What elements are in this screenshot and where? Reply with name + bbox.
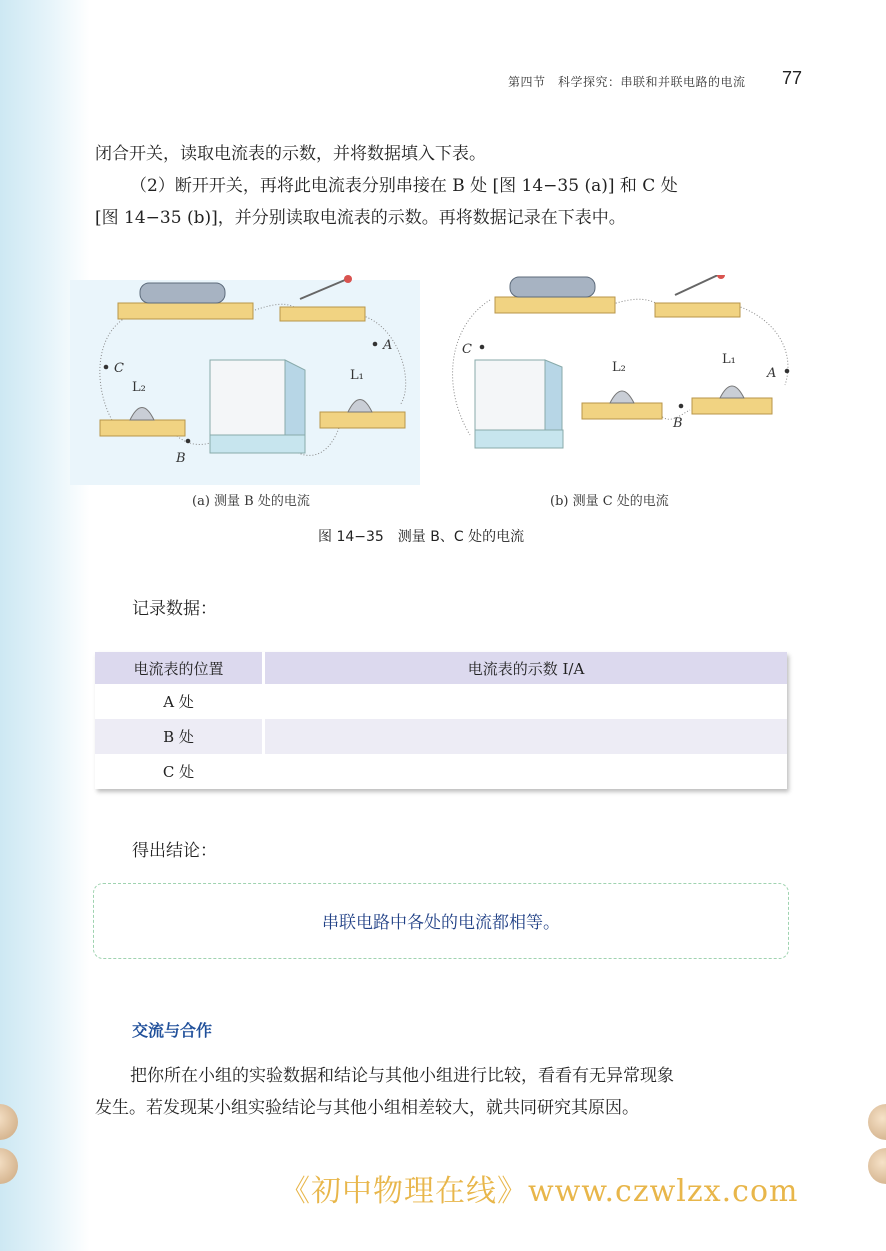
table-row <box>95 719 787 754</box>
label-a-b: A <box>767 366 777 381</box>
ammeter-base-b <box>475 430 563 448</box>
table-cell-value[interactable] <box>264 754 788 789</box>
lamp-bulb-l1-b <box>720 386 744 398</box>
point-b-dot-a <box>186 439 191 444</box>
figure-title: 图 14−35 测量 B、C 处的电流 <box>318 529 525 545</box>
switch-knob-a <box>344 275 352 283</box>
conclusion-label: 得出结论： <box>132 841 217 861</box>
table-cell-position: A 处 <box>95 684 264 719</box>
paragraph-line-3: [图 14−35 (b)]，并分别读取电流表的示数。再将数据记录在下表中。 <box>95 208 626 228</box>
table-header-position: 电流表的位置 <box>95 652 264 684</box>
paragraph-line-2: （2）断开开关，再将此电流表分别串接在 B 处 [图 14−35 (a)] 和 C 处 <box>130 176 678 196</box>
label-b-b: B <box>673 416 683 431</box>
point-c-dot-b <box>480 345 485 350</box>
running-header: 第四节 科学探究：串联和并联电路的电流 <box>508 75 746 89</box>
table-cell-position: C 处 <box>95 754 264 789</box>
label-b-a: B <box>176 451 186 466</box>
switch-lever-b <box>675 275 718 295</box>
page-number: 77 <box>782 68 803 88</box>
table-row <box>95 684 787 719</box>
ammeter-face-a <box>210 360 285 440</box>
battery-cells-b <box>510 277 595 297</box>
left-decorative-band <box>0 0 90 1251</box>
label-l1-a: L₁ <box>350 368 364 383</box>
lamp-base-l2-a <box>100 420 185 436</box>
ammeter-face-b <box>475 360 545 435</box>
table-cell-value[interactable] <box>264 719 788 754</box>
decorative-disc-right-top <box>868 1104 886 1140</box>
conclusion-text: 串联电路中各处的电流都相等。 <box>322 913 560 933</box>
label-l2-b: L₂ <box>612 360 626 375</box>
decorative-disc-right-bottom <box>868 1148 886 1184</box>
point-b-dot-b <box>679 404 684 409</box>
table-header-reading: 电流表的示数 I/A <box>264 652 788 684</box>
exchange-section-title: 交流与合作 <box>132 1021 213 1040</box>
point-c-dot-a <box>104 365 109 370</box>
record-data-label: 记录数据： <box>132 599 217 619</box>
switch-base-b <box>655 303 740 317</box>
data-table <box>95 652 787 789</box>
lamp-base-l1-b <box>692 398 772 414</box>
exchange-line-2: 发生。若发现某小组实验结论与其他小组相差较大，就共同研究其原因。 <box>95 1098 639 1118</box>
ammeter-side-b <box>545 360 562 440</box>
lamp-bulb-l2-b <box>610 391 634 403</box>
switch-base-a <box>280 307 365 321</box>
label-l1-b: L₁ <box>722 352 736 367</box>
battery-base-a <box>118 303 253 319</box>
ammeter-side-a <box>285 360 305 445</box>
point-a-dot-a <box>373 342 378 347</box>
figure-caption-b: (b) 测量 C 处的电流 <box>550 494 669 509</box>
switch-knob-b <box>717 275 725 279</box>
wire-b-right <box>735 305 788 385</box>
ammeter-base-a <box>210 435 305 453</box>
battery-base-b <box>495 297 615 313</box>
label-l2-a: L₂ <box>132 380 146 395</box>
point-a-dot-b <box>785 369 790 374</box>
table-header-row <box>95 652 787 684</box>
table-cell-position: B 处 <box>95 719 264 754</box>
figure-caption-a: (a) 测量 B 处的电流 <box>192 494 310 509</box>
label-c-a: C <box>114 361 124 376</box>
lamp-base-l2-b <box>582 403 662 419</box>
battery-cells-a <box>140 283 225 303</box>
lamp-base-l1-a <box>320 412 405 428</box>
label-c-b: C <box>462 342 472 357</box>
circuit-figure <box>70 275 810 490</box>
label-a-a: A <box>383 338 393 353</box>
conclusion-box <box>93 883 789 959</box>
paragraph-line-1: 闭合开关，读取电流表的示数，并将数据填入下表。 <box>95 144 486 164</box>
wire-b-top <box>610 299 660 305</box>
table-cell-value[interactable] <box>264 684 788 719</box>
watermark-text: 《初中物理在线》www.czwlzx.com <box>280 1174 799 1209</box>
exchange-line-1: 把你所在小组的实验数据和结论与其他小组进行比较，看看有无异常现象 <box>130 1066 674 1086</box>
table-row <box>95 754 787 789</box>
